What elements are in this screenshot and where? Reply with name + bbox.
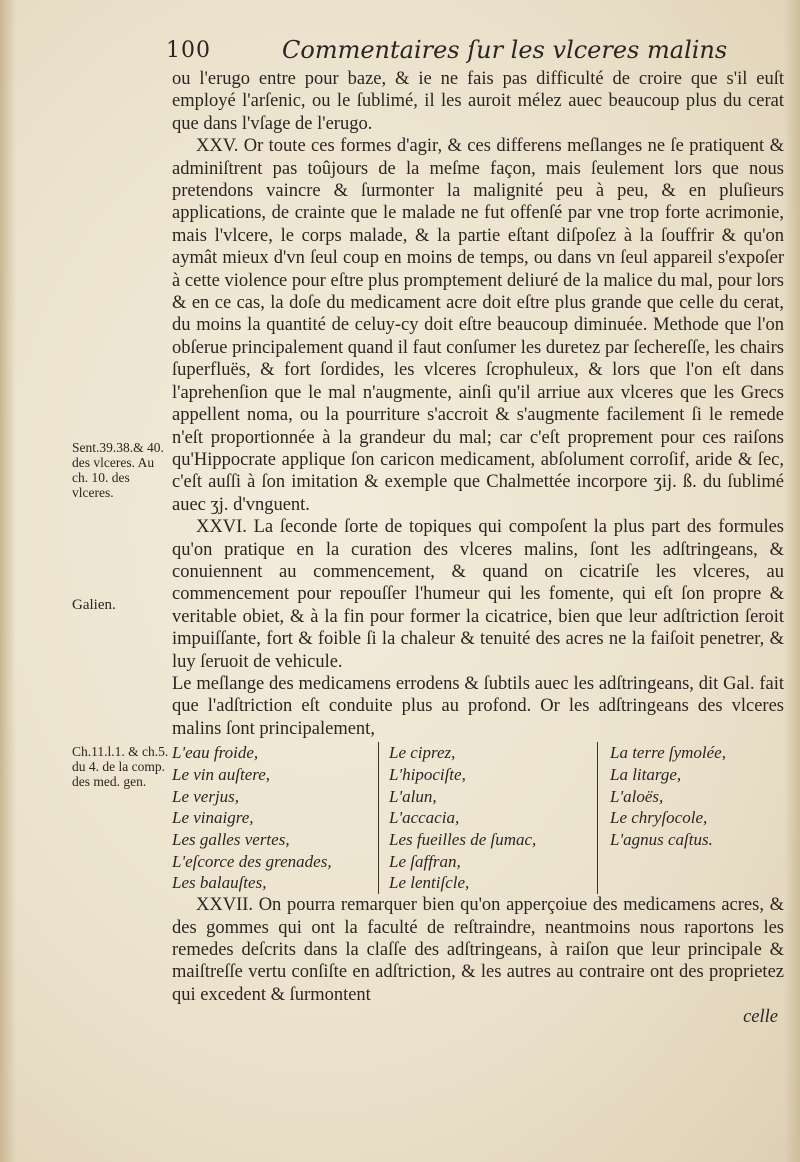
- list-item: Le vin auſtere,: [172, 764, 271, 784]
- list-item: L'accacia,: [389, 808, 460, 828]
- list-item: Les galles vertes,: [172, 830, 290, 849]
- paragraph-opening: ou l'erugo entre pour baze, & ie ne fais pas difficulté de croire que s'il euſt employé l'arſenic, ou le ſublimé, il les auroit mélez auec beaucoup plus du cerat que dans l'vſage de l'erugo.: [172, 69, 784, 134]
- astringents-column-3: [598, 742, 780, 894]
- list-item: L'alun,: [389, 786, 437, 806]
- catchword: celle: [743, 1007, 778, 1028]
- paragraph-26: XXVI. La ſeconde ſorte de topiques qui compoſent la plus part des formules qu'on pratique en la curation des vlceres malins, ſont les adſtringeans, & conuiennent au commencement, & quand on cicatriſe les vlceres, au commencement pour repouſſer l'humeur qui les fomente, qui eſt ſon propre & veritable obiet, & à la fin pour former la cicatrice, bien que leur adſtriction ſeroit impuiſſante, fort & foible ſi la chaleur & tenuité des acres ne la faiſoit penetrer, & luy ſeruoit de vehicule.: [172, 517, 784, 672]
- page-shadow-right: [784, 0, 800, 1162]
- paragraph-27: XXVII. On pourra remarquer bien qu'on apperçoiue des medicamens acres, & des gommes qui ont la faculté de reſtraindre, neantmoins nous raportons les remedes deſcrits dans la claſſe des adſtringeans, à raiſon que leur principale & maiſtreſſe vertu conſiſte en adſtriction, & les autres au contraire ont des proprietez qui excedent & ſurmontent: [172, 895, 784, 1005]
- list-item: L'aloës,: [610, 786, 664, 806]
- list-item: L'agnus caſtus.: [610, 830, 713, 849]
- list-item: L'eau froide,: [172, 743, 259, 763]
- list-item: Le ciprez,: [389, 743, 456, 763]
- list-item: Les balauſtes,: [172, 873, 267, 893]
- page-shadow-left: [0, 0, 16, 1162]
- list-item: La terre ſymolée,: [610, 743, 726, 763]
- list-item: L'eſcorce des grenades,: [172, 851, 332, 871]
- page-body: [172, 68, 784, 1029]
- astringents-list: [172, 742, 784, 894]
- paragraph-25: XXV. Or toute ces formes d'agir, & ces differens meſlanges ne ſe pratiquent & adminiſtrent pas toûjours de la meſme façon, mais ſeulement lors que nous pretendons vaincre & ſurmonter la malignité peu à peu, & en pluſieurs applications, de crainte que le malade ne fut offenſé par vne trop forte acrimonie, mais l'vlcere, le corps malade, & la partie eſtant diſpoſez à la ſouffrir & qu'on aymât mieux d'vn ſeul coup en moins de temps, ou dans vn ſeul appareil s'expoſer à cette violence pour eſtre plus promptement deliuré de la malice du mal, pour lors & en ce cas, la doſe du medicament acre doit eſtre plus grande que celle du cerat, du moins la quantité de celuy-cy doit eſtre beaucoup diminuée. Methode que l'on obſerue principalement quand il faut conſumer les duretez par ſechereſſe, les chairs ſuperfluës, & fort ſordides, les vlceres ſcrophuleux, & lors que l'on eſt dans l'aprehenſion que le mal n'augmente, ainſi qu'il arriue aux vlceres que les Grecs appellent noma, ou la pourriture s'accroit & s'augmente facilement ſi le remede n'eſt proportionnée à la grandeur du mal; car c'eſt proprement pour ces raiſons qu'Hippocrate applique ſon caricon medicament, abſolument corroſif, aride & ſec, c'eſt auſſi à ſon imitation & exemple que Chalmettée incorpore ʒij. ß. du ſublimé auec ʒj. d'vnguent.: [172, 136, 784, 515]
- list-item: Le lentiſcle,: [389, 873, 470, 893]
- astringents-column-1: [172, 742, 379, 894]
- paragraph-galen-quote: Le meſlange des medicamens errodens & ſubtils auec les adſtringeans, dit Gal. fait que l'adſtriction eſt conduite plus au profond. Or les adſtringeans des vlceres malins ſont principalement,: [172, 673, 784, 739]
- list-item: L'hipociſte,: [389, 764, 466, 784]
- list-item: Le chryſocole,: [610, 808, 708, 828]
- list-item: Le ſaffran,: [389, 851, 461, 871]
- list-item: Le verjus,: [172, 786, 240, 806]
- page-header: [0, 38, 800, 68]
- margin-note-galien: Galien.: [72, 597, 116, 613]
- list-item: Les fueilles de ſumac,: [389, 830, 537, 849]
- running-title: Commentaires ſur les vlceres malins: [282, 36, 728, 64]
- list-item: Le vinaigre,: [172, 808, 254, 828]
- astringents-column-2: [379, 742, 598, 894]
- margin-note-chapters: Ch.11.l.1. & ch.5. du 4. de la comp. des med. gen.: [72, 744, 169, 789]
- margin-note-sent: Sent.39.38.& 40. des vlceres. Au ch. 10. des vlceres.: [72, 440, 164, 500]
- list-item: La litarge,: [610, 764, 682, 784]
- page-number: 100: [166, 38, 211, 63]
